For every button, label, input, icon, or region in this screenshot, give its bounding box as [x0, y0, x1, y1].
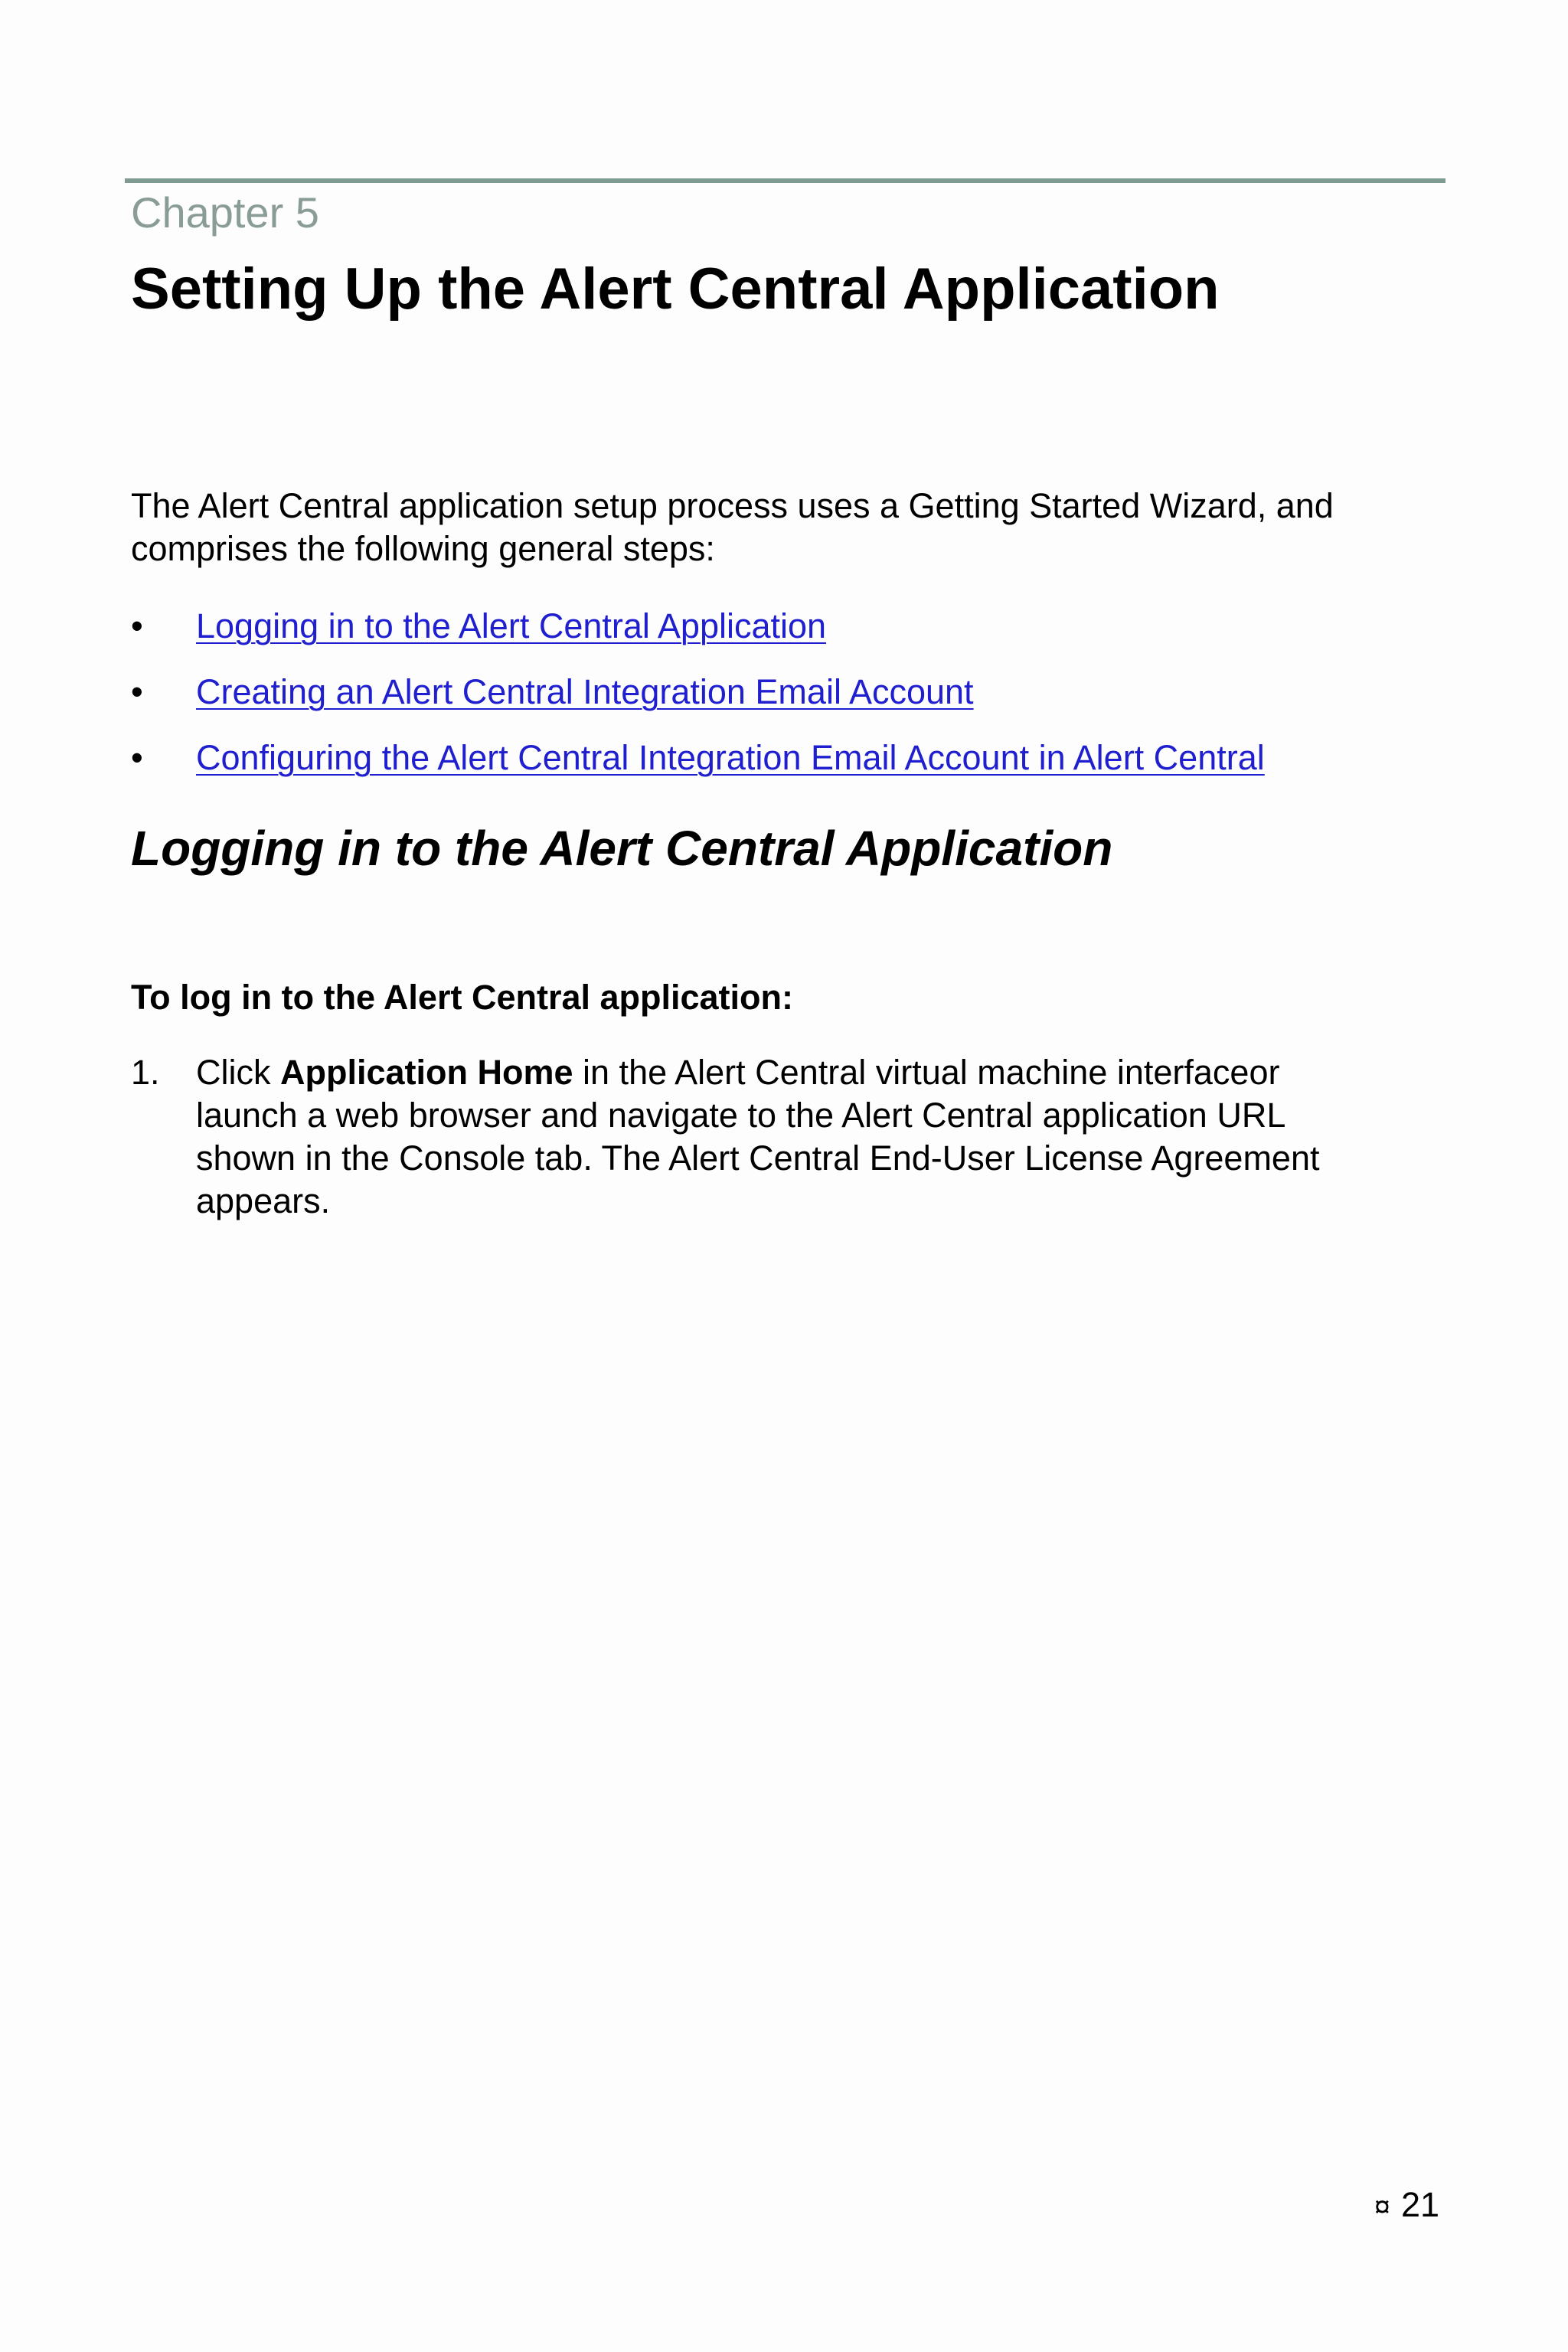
- step-line: [196, 1051, 1320, 1094]
- step-item: [131, 1051, 1320, 1223]
- chapter-label: Chapter 5: [131, 188, 319, 237]
- link-logging-in[interactable]: Logging in to the Alert Central Application: [196, 606, 827, 645]
- intro-line: comprises the following general steps:: [131, 529, 715, 568]
- step-number: 1.: [131, 1053, 160, 1092]
- page-number: 21: [1400, 2185, 1439, 2224]
- step-line-rest: in the Alert Central virtual machine interfaceor: [573, 1053, 1280, 1092]
- step-prefix: Click: [196, 1053, 280, 1092]
- procedure-title: To log in to the Alert Central application:: [131, 978, 793, 1017]
- bullet-icon: •: [131, 672, 143, 711]
- link-configuring-email-account[interactable]: Configuring the Alert Central Integration Email Account in Alert Central: [196, 738, 1265, 777]
- bullet-icon: •: [131, 606, 143, 645]
- procedure-steps: [131, 1051, 1320, 1223]
- link-creating-email-account[interactable]: Creating an Alert Central Integration Email Account: [196, 672, 974, 711]
- intro-paragraph: [131, 485, 1440, 570]
- step-bold-term: Application Home: [280, 1053, 573, 1092]
- step-text: [196, 1051, 1320, 1223]
- bullet-icon: •: [131, 738, 143, 777]
- step-line: appears.: [196, 1181, 331, 1220]
- step-line: shown in the Console tab. The Alert Central End-User License Agreement: [196, 1138, 1320, 1178]
- footer-mark-icon: ¤: [1374, 2191, 1390, 2223]
- header-rule: [125, 178, 1446, 183]
- chapter-title: Setting Up the Alert Central Application: [131, 256, 1220, 322]
- section-title: Logging in to the Alert Central Application: [131, 821, 1113, 876]
- page-footer: [1374, 2184, 1439, 2229]
- intro-line: The Alert Central application setup process uses a Getting Started Wizard, and: [131, 486, 1334, 525]
- step-line: launch a web browser and navigate to the Alert Central application URL: [196, 1096, 1286, 1135]
